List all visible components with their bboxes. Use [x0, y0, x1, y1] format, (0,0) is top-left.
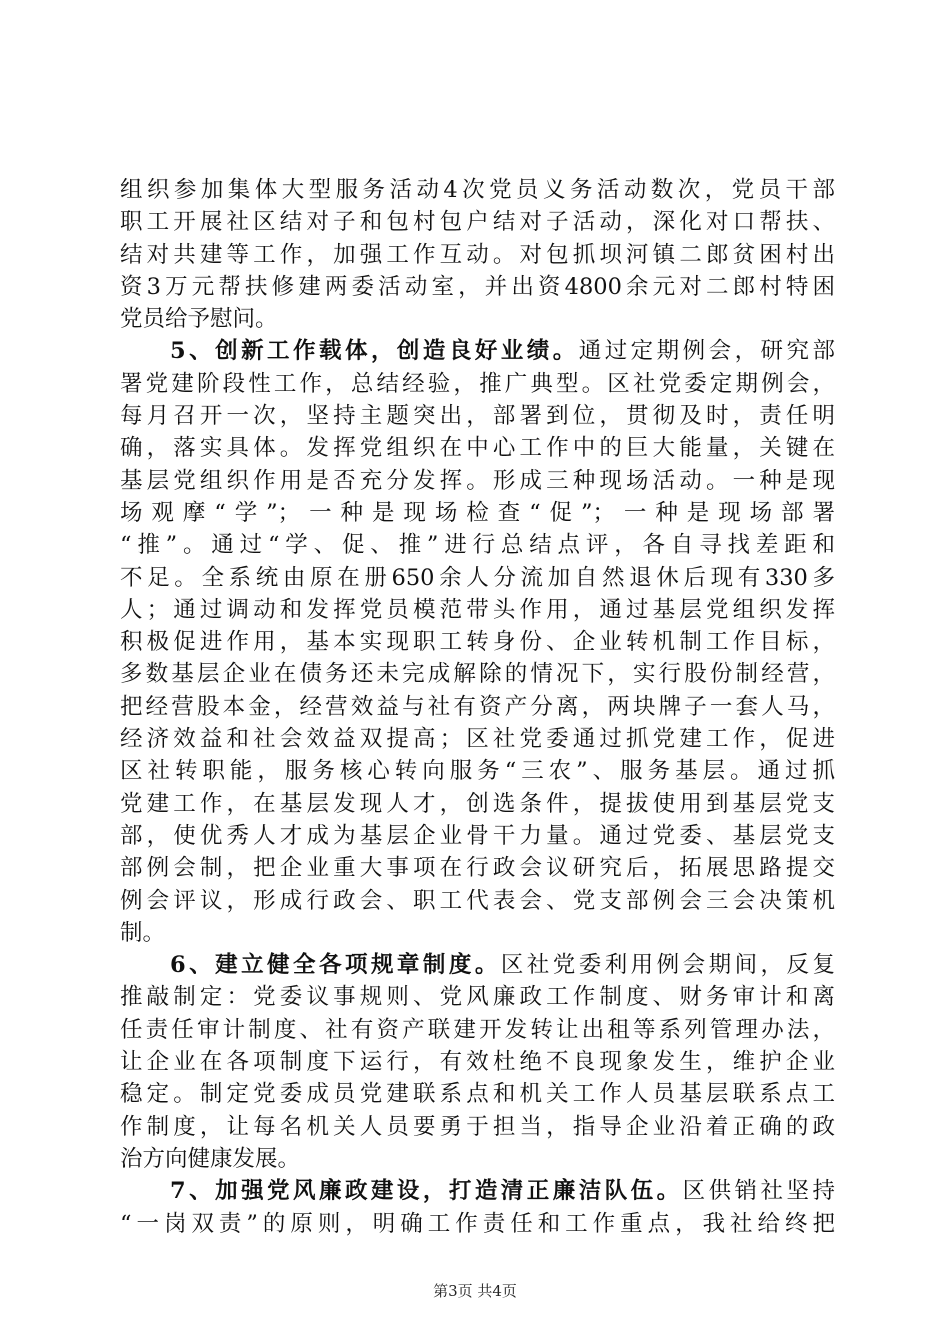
paragraph-line: [120, 594, 835, 626]
paragraph-line: [120, 1143, 835, 1175]
paragraph-line: [120, 400, 835, 432]
section-heading: 7、加强党风廉政建设，打造清正廉洁队伍。: [170, 1178, 683, 1205]
line-text: 任责任审计制度、社有资产联建开发转让出租等系列管理办法，: [120, 1016, 835, 1043]
line-text: 部例会制，把企业重大事项在行政会议研究后，拓展思路提交: [120, 855, 835, 882]
paragraph-line: [120, 820, 835, 852]
line-text: 署党建阶段性工作，总结经验，推广典型。区社党委定期例会，: [120, 370, 835, 397]
line-text: “一岗双责”的原则，明确工作责任和工作重点，我社给终把: [120, 1210, 835, 1237]
line-text: 推敲制定：党委议事规则、党风廉政工作制度、财务审计和离: [120, 984, 835, 1011]
line-text: 场观摩“学”；一种是现场检查“促”；一种是现场部署: [120, 499, 835, 526]
line-text: 人；通过调动和发挥党员模范带头作用，通过基层党组织发挥: [120, 596, 835, 623]
line-text: 区社转职能，服务核心转向服务“三农”、服务基层。通过抓: [120, 758, 835, 785]
line-text: 组织参加集体大型服务活动4次党员义务活动数次，党员干部: [120, 177, 835, 203]
line-text: 例会评议，形成行政会、职工代表会、党支部例会三会决策机: [120, 887, 835, 914]
document-body: [120, 174, 835, 1240]
section-heading-line: [120, 949, 835, 981]
paragraph-line: [120, 885, 835, 917]
paragraph-line: [120, 788, 835, 820]
paragraph-line: [120, 917, 835, 949]
line-text: 资3万元帮扶修建两委活动室，并出资4800余元对二郎村特困: [120, 273, 835, 300]
line-text: 积极促进作用，基本实现职工转身份、企业转机制工作目标，: [120, 629, 835, 656]
paragraph-line: [120, 529, 835, 561]
paragraph-line: [120, 1111, 835, 1143]
line-text: 通过定期例会，研究部: [578, 338, 835, 365]
paragraph-line: [120, 1078, 835, 1110]
paragraph-line: [120, 174, 835, 206]
paragraph-line: [120, 368, 835, 400]
line-text: 职工开展社区结对子和包村包户结对子活动，深化对口帮扶、: [120, 209, 835, 236]
line-text: 区供销社坚持: [682, 1178, 835, 1205]
paragraph-line: [120, 691, 835, 723]
paragraph-line: [120, 303, 835, 335]
paragraph-line: [120, 626, 835, 658]
line-text: 部，使优秀人才成为基层企业骨干力量。通过党委、基层党支: [120, 822, 835, 849]
section-heading-line: [120, 335, 835, 367]
line-text: 结对共建等工作，加强工作互动。对包抓坝河镇二郎贫困村出: [120, 241, 835, 268]
paragraph-line: [120, 206, 835, 238]
line-text: 每月召开一次，坚持主题突出，部署到位，贯彻及时，责任明: [120, 403, 835, 430]
paragraph-line: [120, 562, 835, 594]
line-text: 经济效益和社会效益双提高；区社党委通过抓党建工作，促进: [120, 726, 835, 753]
line-text: 区社党委利用例会期间，反复: [500, 952, 835, 979]
line-text: 把经营股本金，经营效益与社有资产分离，两块牌子一套人马，: [120, 693, 835, 720]
paragraph-line: [120, 755, 835, 787]
paragraph-line: [120, 1208, 835, 1240]
line-text: 党建工作，在基层发现人才，创选条件，提拔使用到基层党支: [120, 790, 835, 817]
paragraph-line: [120, 465, 835, 497]
paragraph-line: [120, 432, 835, 464]
paragraph-line: [120, 497, 835, 529]
paragraph-line: [120, 271, 835, 303]
line-text: 多数基层企业在债务还未完成解除的情况下，实行股份制经营，: [120, 661, 835, 688]
line-text: 治方向健康发展。: [120, 1145, 301, 1172]
section-heading-line: [120, 1175, 835, 1207]
paragraph-line: [120, 239, 835, 271]
line-text: “推”。通过“学、促、推”进行总结点评，各自寻找差距和: [120, 532, 835, 559]
line-text: 稳定。制定党委成员党建联系点和机关工作人员基层联系点工: [120, 1081, 835, 1108]
paragraph-line: [120, 1014, 835, 1046]
line-text: 作制度，让每名机关人员要勇于担当，指导企业沿着正确的政: [120, 1113, 835, 1140]
line-text: 制。: [120, 919, 166, 946]
line-text: 让企业在各项制度下运行，有效杜绝不良现象发生，维护企业: [120, 1049, 835, 1076]
line-text: 党员给予慰问。: [120, 306, 278, 333]
paragraph-line: [120, 852, 835, 884]
paragraph-line: [120, 981, 835, 1013]
line-text: 确，落实具体。发挥党组织在中心工作中的巨大能量，关键在: [120, 435, 835, 462]
section-heading: 6、建立健全各项规章制度。: [170, 952, 501, 979]
line-text: 基层党组织作用是否充分发挥。形成三种现场活动。一种是现: [120, 467, 835, 494]
paragraph-line: [120, 1046, 835, 1078]
section-heading: 5、创新工作载体，创造良好业绩。: [170, 338, 579, 365]
page-footer: 第3页 共4页: [433, 1282, 517, 1300]
paragraph-line: [120, 723, 835, 755]
line-text: 不足。全系统由原在册650余人分流加自然退休后现有330多: [120, 564, 835, 591]
paragraph-line: [120, 658, 835, 690]
